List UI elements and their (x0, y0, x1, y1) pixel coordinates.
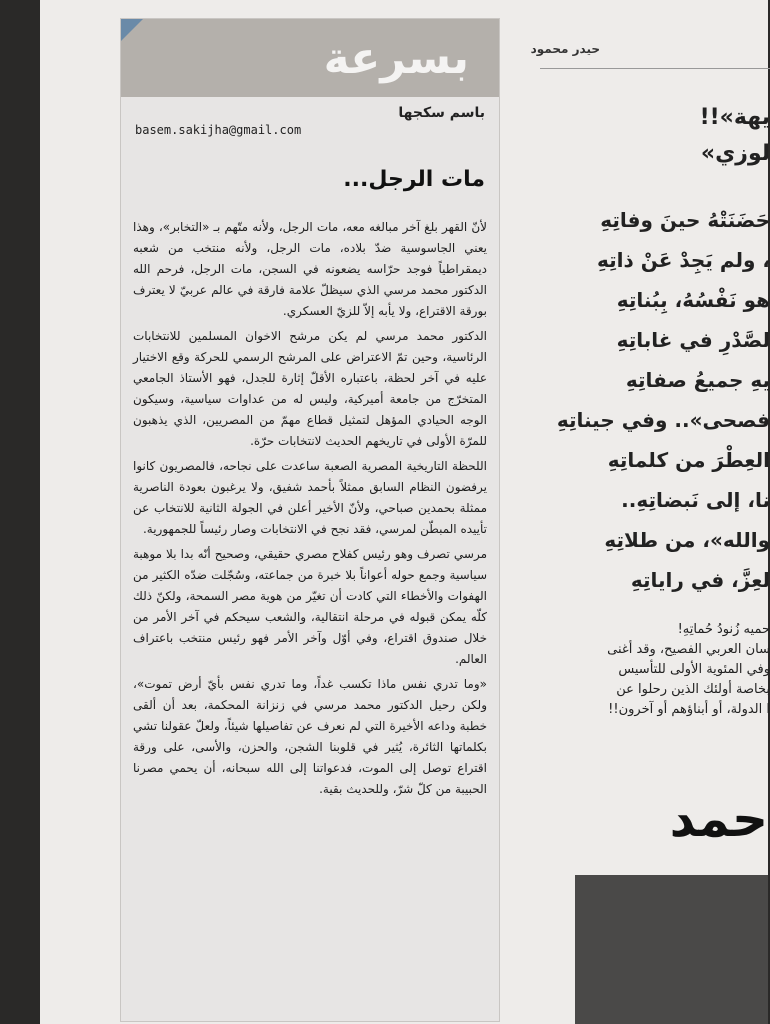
author-name: باسم سكجها (398, 105, 485, 121)
author-email: basem.sakijha@gmail.com (135, 123, 302, 137)
prose-line: حميه زُنودُ حُماتِهِ! (677, 622, 770, 637)
article-paragraph: اللحظة التاريخية المصرية الصعبة ساعدت على نجاحه، فالمصريون كانوا يرفضون النظام السابق ممثلاً بأحمد شفيق، ولا يرغبون بعودة الناصرية ممثلة بحمدين صباحي، ولأنّ الأخير أعلن في الجولة الثانية للانتخاب عن تأييده المبطّن لمرسي، فقد نجح في الانتخابات وصار رئيساً للجمهورية. (133, 459, 487, 536)
column-header-bar (121, 19, 499, 97)
verse-line: حَضَنَتْهُ حينَ وفاتِهِ (600, 208, 770, 232)
corner-triangle-icon (121, 19, 143, 41)
article-paragraph: «وما تدري نفس ماذا تكسب غداً، وما تدري نفس بأيّ أرض تموت»، ولكن رحيل الدكتور محمد مرسي في زنزانة المحكمة، بعد أن ألقى خطبة وداعه الأخيرة التي لم نعرف عن تفاصيلها شيئاً، ولعلّ عقولنا تشي بكلماتها الثائرة، يُثير في قلوبنا الشجن، والحزن، والأسى، على ورقة اقتراع توصل إلى الموت، فدعواتنا إلى الله سبحانه، أن يحمي مصرنا الحبيبة من كلّ شرّ، وللحديث بقية. (133, 677, 487, 796)
article-body (133, 217, 487, 1011)
verse-line: هو نَفْسُهُ، بِبُناتِهِ (616, 288, 770, 312)
prose-line: وفي المئوية الأولى للتأسيس (618, 662, 770, 677)
prose-line: ا الدولة، أو أبناؤهم أو آخرون!! (608, 702, 770, 717)
byline-rule (540, 68, 770, 69)
article-paragraph: الدكتور محمد مرسي لم يكن مرشح الاخوان المسلمين للانتخابات الرئاسية، وحين تمّ الاعتراض على المرشح الرسمي للحركة وقع الاختيار عليه في آخر لحظة، باعتباره الأقلّ إثارة للجدل، فهو الأستاذ الجامعي المتخرّج من جامعة أميركية، وليس له من عداوات سياسية، وسيكون الوجه الحيادي المؤهل لتمثيل قطاع مهمّ من المصريين، الذي يذهبون للمرّة الأولى في تاريخهم الحديث لانتخابات حرّة. (133, 329, 487, 448)
big-headline: حمد (669, 790, 768, 848)
photo-placeholder (575, 875, 768, 1024)
article-paragraph: لأنّ القهر بلغ آخر مبالغه معه، مات الرجل، ولأنه متّهم بـ «التخابر»، وهذا يعني الجاسوسية ضدّ بلاده، مات الرجل، ولأنه منتخب من شعبه ديمقراطياً فوجد حرّاسه يضعونه في السجن، مات الرجل، فرحم الله الدكتور محمد مرسي الذي سيظلّ علامة فارقة في عالم عربيّ لا يعترف بورقة الاقتراع، ولا يأبه إلاّ للزيّ العسكري. (133, 220, 487, 318)
prose-line: سان العربي الفصيح، وقد أغنى (607, 642, 770, 657)
verse-line: لصَّدْرِ في غاباتِهِ (616, 328, 770, 352)
verse-line: والله»، من طلاتِهِ (604, 528, 770, 552)
verse-line: العِطْرَ من كلماتِهِ (607, 448, 770, 472)
opinion-column (120, 18, 500, 1022)
column-brand: بسرعة (323, 33, 469, 84)
poem-byline: حيدر محمود (530, 42, 600, 56)
prose-line: بخاصة أولئك الذين رحلوا عن (616, 682, 770, 697)
verse-line: يهِ جميعُ صفاتِهِ (625, 368, 770, 392)
verse-line: ، ولم يَجِدْ عَنْ ذاتِهِ (597, 248, 770, 272)
article-title: مات الرجل... (343, 167, 485, 192)
verse-line: نا، إلى نَبضاتِهِ.. (621, 488, 770, 512)
verse-line: لعِزَّ، في راياتِهِ (630, 568, 770, 592)
verse-line: فصحى».. وفي جيناتِهِ (556, 408, 770, 432)
poem-column (530, 20, 770, 720)
article-paragraph: مرسي تصرف وهو رئيس كفلاح مصري حقيقي، وصحيح أنّه بدا بلا موهبة سياسية وجمع حوله أعواناً بلا خبرة من جماعته، وسُجّلت ضدّه الكثير من الهفوات والأخطاء التي كادت أن تغيّر من هوية مصر السمحة، ولكنّ ذلك كلّه يمكن قبوله في مرحلة انتقالية، والشعب سيحكم في آخر الأمر من خلال صندوق اقتراع، وفي أوّل وآخر الأمر فهو رئيس منتخب باعتراف العالم. (133, 547, 487, 666)
poem-prose (540, 620, 770, 720)
poem-headline (540, 100, 770, 180)
poem-verses (540, 200, 770, 600)
headline-fragment: لوزي» (700, 141, 770, 166)
headline-fragment: يهة»!! (699, 105, 770, 130)
